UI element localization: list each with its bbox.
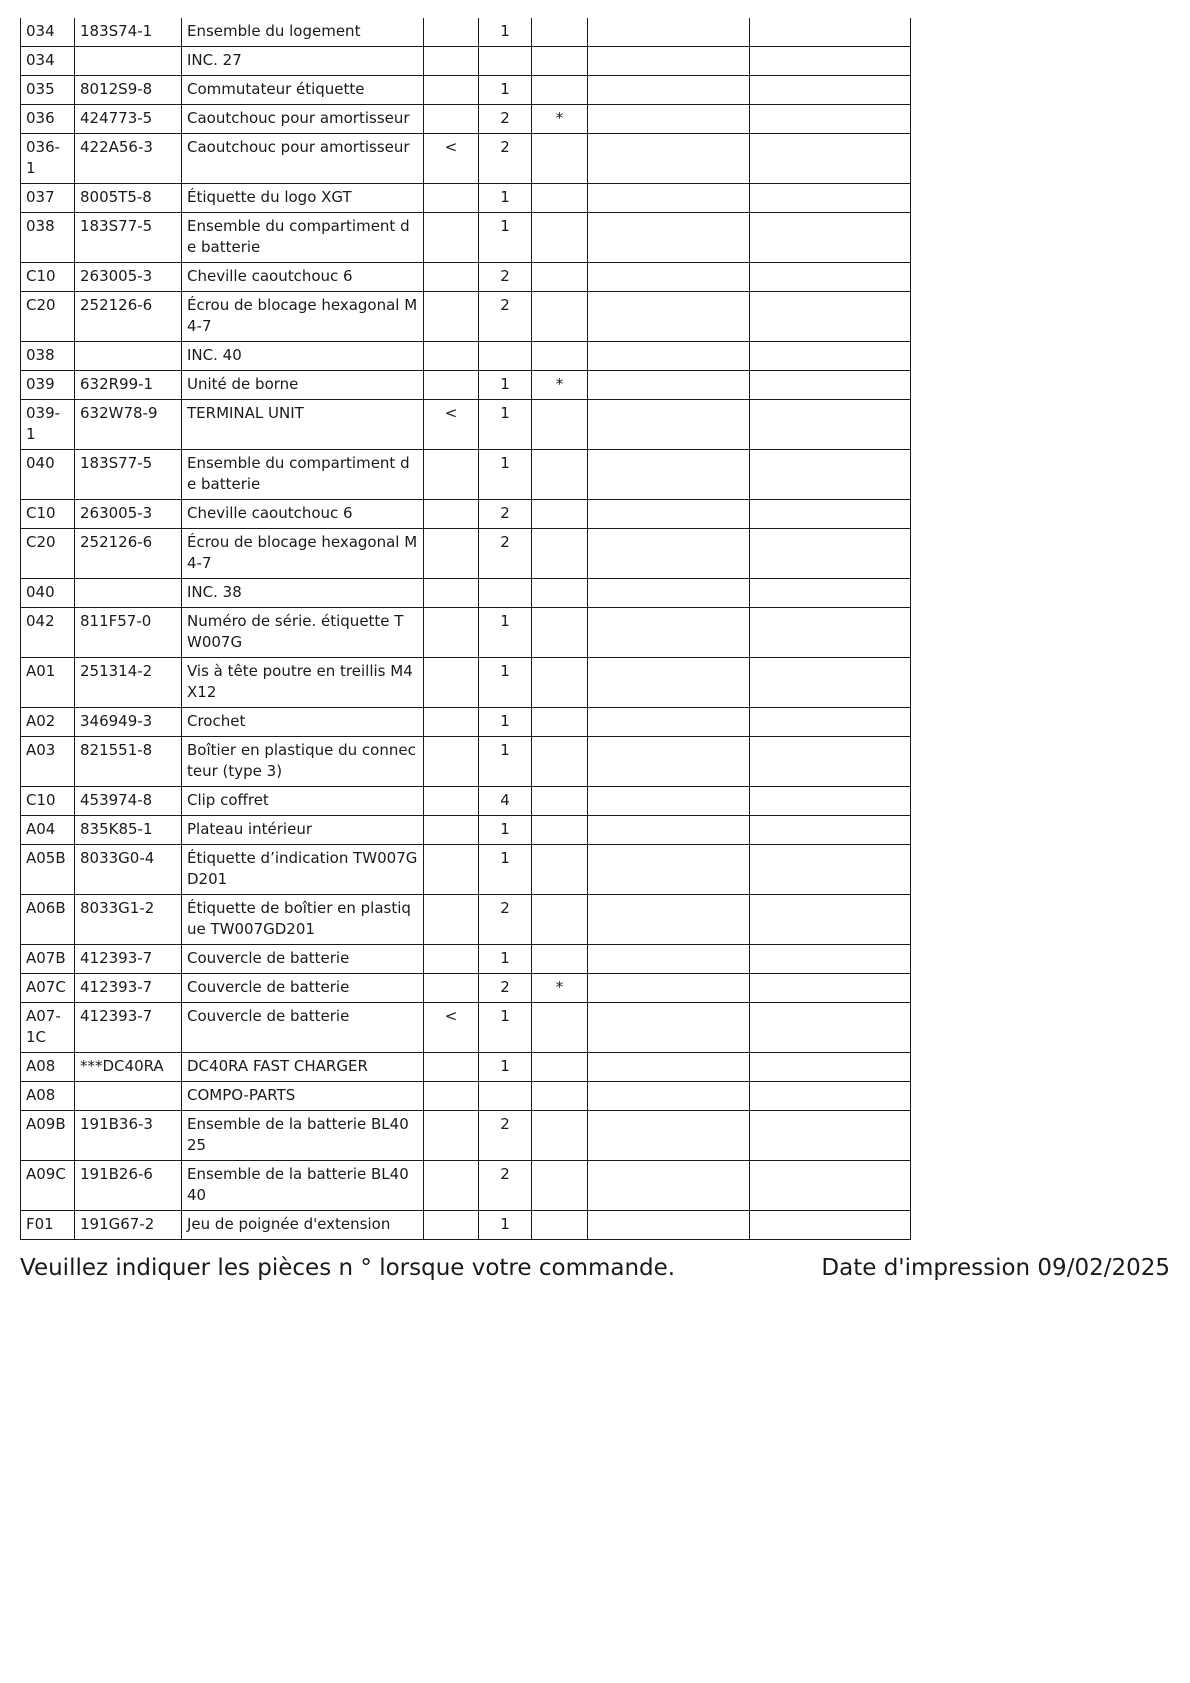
table-row [21,47,911,76]
table-row [21,400,911,450]
empty-cell [588,263,750,292]
item-number-cell: A07-1C [21,1003,75,1053]
empty-cell [588,1111,750,1161]
quantity-cell: 1 [479,945,532,974]
empty-cell [750,974,911,1003]
item-number-cell: A07C [21,974,75,1003]
item-number-cell: A05B [21,845,75,895]
note-cell [532,134,588,184]
table-row [21,184,911,213]
note-cell [532,1161,588,1211]
empty-cell [588,945,750,974]
empty-cell [750,816,911,845]
substitution-mark-cell [424,737,479,787]
part-number-cell: 412393-7 [75,1003,182,1053]
empty-cell [750,1003,911,1053]
item-number-cell: 034 [21,47,75,76]
quantity-cell: 2 [479,500,532,529]
quantity-cell: 1 [479,816,532,845]
empty-cell [750,371,911,400]
order-instruction: Veuillez indiquer les pièces n ° lorsque votre commande. [20,1255,676,1281]
table-row [21,658,911,708]
quantity-cell: 1 [479,1003,532,1053]
table-row [21,737,911,787]
part-number-cell [75,1082,182,1111]
description-cell: DC40RA FAST CHARGER [182,1053,424,1082]
substitution-mark-cell: < [424,400,479,450]
item-number-cell: A07B [21,945,75,974]
description-cell: Vis à tête poutre en treillis M4X12 [182,658,424,708]
quantity-cell: 1 [479,737,532,787]
empty-cell [588,974,750,1003]
quantity-cell: 2 [479,134,532,184]
part-number-cell: 191G67-2 [75,1211,182,1240]
empty-cell [750,76,911,105]
item-number-cell: C20 [21,529,75,579]
quantity-cell: 1 [479,18,532,47]
description-cell: Commutateur étiquette [182,76,424,105]
quantity-cell [479,579,532,608]
substitution-mark-cell [424,450,479,500]
item-number-cell: 040 [21,450,75,500]
table-row [21,263,911,292]
empty-cell [750,945,911,974]
empty-cell [750,737,911,787]
substitution-mark-cell [424,579,479,608]
substitution-mark-cell: < [424,1003,479,1053]
substitution-mark-cell [424,76,479,105]
note-cell [532,213,588,263]
substitution-mark-cell [424,816,479,845]
table-row [21,105,911,134]
item-number-cell: A03 [21,737,75,787]
item-number-cell: C10 [21,500,75,529]
description-cell: Boîtier en plastique du connecteur (type 3) [182,737,424,787]
description-cell: INC. 40 [182,342,424,371]
empty-cell [750,400,911,450]
description-cell: Crochet [182,708,424,737]
description-cell: Caoutchouc pour amortisseur [182,134,424,184]
empty-cell [588,529,750,579]
note-cell [532,816,588,845]
empty-cell [750,213,911,263]
empty-cell [750,658,911,708]
substitution-mark-cell [424,974,479,1003]
quantity-cell: 1 [479,1211,532,1240]
quantity-cell [479,342,532,371]
quantity-cell: 4 [479,787,532,816]
part-number-cell [75,47,182,76]
empty-cell [588,292,750,342]
empty-cell [750,342,911,371]
table-row [21,1082,911,1111]
description-cell: Étiquette d’indication TW007GD201 [182,845,424,895]
description-cell: Ensemble du logement [182,18,424,47]
item-number-cell: 037 [21,184,75,213]
part-number-cell [75,579,182,608]
note-cell [532,579,588,608]
empty-cell [750,529,911,579]
part-number-cell: 632R99-1 [75,371,182,400]
empty-cell [750,1082,911,1111]
substitution-mark-cell [424,184,479,213]
table-row [21,708,911,737]
table-row [21,76,911,105]
note-cell: * [532,974,588,1003]
empty-cell [588,105,750,134]
table-row [21,816,911,845]
part-number-cell: 191B26-6 [75,1161,182,1211]
quantity-cell: 2 [479,1111,532,1161]
empty-cell [750,47,911,76]
substitution-mark-cell [424,47,479,76]
description-cell: INC. 27 [182,47,424,76]
description-cell: Couvercle de batterie [182,1003,424,1053]
quantity-cell: 1 [479,608,532,658]
quantity-cell [479,1082,532,1111]
quantity-cell: 2 [479,292,532,342]
empty-cell [588,1003,750,1053]
substitution-mark-cell [424,500,479,529]
part-number-cell: 263005-3 [75,263,182,292]
note-cell [532,608,588,658]
table-row [21,1211,911,1240]
table-row [21,1003,911,1053]
empty-cell [588,47,750,76]
part-number-cell: 8005T5-8 [75,184,182,213]
empty-cell [750,263,911,292]
empty-cell [750,1053,911,1082]
description-cell: Cheville caoutchouc 6 [182,263,424,292]
item-number-cell: 035 [21,76,75,105]
substitution-mark-cell [424,1053,479,1082]
note-cell [532,18,588,47]
item-number-cell: A04 [21,816,75,845]
empty-cell [750,292,911,342]
part-number-cell: 424773-5 [75,105,182,134]
empty-cell [588,895,750,945]
note-cell [532,184,588,213]
empty-cell [750,895,911,945]
empty-cell [588,658,750,708]
empty-cell [588,737,750,787]
part-number-cell: 252126-6 [75,292,182,342]
item-number-cell: A09C [21,1161,75,1211]
quantity-cell [479,47,532,76]
part-number-cell: 412393-7 [75,974,182,1003]
empty-cell [750,608,911,658]
empty-cell [588,608,750,658]
quantity-cell: 2 [479,105,532,134]
substitution-mark-cell [424,1211,479,1240]
table-row [21,529,911,579]
empty-cell [588,708,750,737]
quantity-cell: 1 [479,658,532,708]
empty-cell [750,708,911,737]
empty-cell [588,76,750,105]
description-cell: Clip coffret [182,787,424,816]
table-row [21,579,911,608]
note-cell [532,708,588,737]
empty-cell [750,579,911,608]
empty-cell [588,787,750,816]
description-cell: Caoutchouc pour amortisseur [182,105,424,134]
substitution-mark-cell [424,1111,479,1161]
parts-table-body [21,18,911,1240]
quantity-cell: 1 [479,400,532,450]
empty-cell [588,213,750,263]
description-cell: Unité de borne [182,371,424,400]
substitution-mark-cell [424,608,479,658]
part-number-cell: 191B36-3 [75,1111,182,1161]
quantity-cell: 1 [479,76,532,105]
part-number-cell: 8033G0-4 [75,845,182,895]
item-number-cell: 039 [21,371,75,400]
description-cell: Ensemble de la batterie BL4025 [182,1111,424,1161]
substitution-mark-cell [424,1161,479,1211]
empty-cell [588,1161,750,1211]
quantity-cell: 2 [479,1161,532,1211]
substitution-mark-cell [424,708,479,737]
table-row [21,608,911,658]
item-number-cell: A02 [21,708,75,737]
note-cell [532,787,588,816]
description-cell: TERMINAL UNIT [182,400,424,450]
description-cell: Cheville caoutchouc 6 [182,500,424,529]
substitution-mark-cell [424,787,479,816]
part-number-cell: 632W78-9 [75,400,182,450]
item-number-cell: 036-1 [21,134,75,184]
part-number-cell: 263005-3 [75,500,182,529]
substitution-mark-cell [424,658,479,708]
table-row [21,974,911,1003]
table-row [21,1053,911,1082]
description-cell: INC. 38 [182,579,424,608]
empty-cell [588,184,750,213]
table-row [21,1111,911,1161]
note-cell [532,845,588,895]
substitution-mark-cell [424,371,479,400]
table-row [21,342,911,371]
empty-cell [588,342,750,371]
empty-cell [750,1211,911,1240]
empty-cell [750,1111,911,1161]
part-number-cell: 183S77-5 [75,450,182,500]
description-cell: Plateau intérieur [182,816,424,845]
substitution-mark-cell [424,213,479,263]
description-cell: Étiquette de boîtier en plastique TW007GD201 [182,895,424,945]
note-cell [532,658,588,708]
empty-cell [588,1053,750,1082]
empty-cell [588,845,750,895]
note-cell [532,945,588,974]
table-row [21,134,911,184]
substitution-mark-cell [424,895,479,945]
empty-cell [750,1161,911,1211]
item-number-cell: A09B [21,1111,75,1161]
part-number-cell: 412393-7 [75,945,182,974]
empty-cell [588,579,750,608]
substitution-mark-cell [424,292,479,342]
note-cell: * [532,105,588,134]
empty-cell [750,105,911,134]
part-number-cell: 453974-8 [75,787,182,816]
note-cell [532,1003,588,1053]
quantity-cell: 2 [479,895,532,945]
part-number-cell: 835K85-1 [75,816,182,845]
item-number-cell: 034 [21,18,75,47]
quantity-cell: 1 [479,845,532,895]
part-number-cell: 821551-8 [75,737,182,787]
substitution-mark-cell [424,18,479,47]
quantity-cell: 1 [479,708,532,737]
table-row [21,371,911,400]
empty-cell [588,1211,750,1240]
note-cell [532,76,588,105]
item-number-cell: C10 [21,263,75,292]
description-cell: Numéro de série. étiquette TW007G [182,608,424,658]
table-row [21,292,911,342]
part-number-cell: 183S74-1 [75,18,182,47]
empty-cell [588,1082,750,1111]
part-number-cell: 252126-6 [75,529,182,579]
empty-cell [588,450,750,500]
item-number-cell: A01 [21,658,75,708]
part-number-cell: 183S77-5 [75,213,182,263]
substitution-mark-cell: < [424,134,479,184]
table-row [21,18,911,47]
empty-cell [750,845,911,895]
part-number-cell [75,342,182,371]
item-number-cell: C20 [21,292,75,342]
empty-cell [750,18,911,47]
item-number-cell: C10 [21,787,75,816]
quantity-cell: 1 [479,1053,532,1082]
item-number-cell: A08 [21,1082,75,1111]
empty-cell [588,18,750,47]
note-cell [532,1211,588,1240]
table-row [21,787,911,816]
print-date: Date d'impression 09/02/2025 [821,1255,1170,1281]
item-number-cell: A06B [21,895,75,945]
item-number-cell: 039-1 [21,400,75,450]
table-row [21,845,911,895]
empty-cell [588,816,750,845]
table-row [21,1161,911,1211]
empty-cell [588,400,750,450]
table-row [21,500,911,529]
note-cell [532,47,588,76]
item-number-cell: 040 [21,579,75,608]
substitution-mark-cell [424,529,479,579]
description-cell: Jeu de poignée d'extension [182,1211,424,1240]
note-cell: * [532,371,588,400]
quantity-cell: 2 [479,263,532,292]
note-cell [532,500,588,529]
empty-cell [588,371,750,400]
description-cell: Couvercle de batterie [182,974,424,1003]
table-row [21,450,911,500]
empty-cell [588,134,750,184]
note-cell [532,1082,588,1111]
table-row [21,945,911,974]
substitution-mark-cell [424,845,479,895]
part-number-cell: 422A56-3 [75,134,182,184]
note-cell [532,450,588,500]
quantity-cell: 1 [479,184,532,213]
empty-cell [750,787,911,816]
item-number-cell: A08 [21,1053,75,1082]
substitution-mark-cell [424,945,479,974]
substitution-mark-cell [424,1082,479,1111]
empty-cell [750,184,911,213]
substitution-mark-cell [424,105,479,134]
part-number-cell: 8033G1-2 [75,895,182,945]
note-cell [532,529,588,579]
part-number-cell: ***DC40RA [75,1053,182,1082]
item-number-cell: 038 [21,213,75,263]
description-cell: Ensemble du compartiment de batterie [182,213,424,263]
quantity-cell: 1 [479,213,532,263]
description-cell: Couvercle de batterie [182,945,424,974]
empty-cell [750,134,911,184]
description-cell: Étiquette du logo XGT [182,184,424,213]
part-number-cell: 346949-3 [75,708,182,737]
part-number-cell: 251314-2 [75,658,182,708]
description-cell: Écrou de blocage hexagonal M4-7 [182,529,424,579]
note-cell [532,895,588,945]
part-number-cell: 811F57-0 [75,608,182,658]
description-cell: COMPO-PARTS [182,1082,424,1111]
item-number-cell: 038 [21,342,75,371]
substitution-mark-cell [424,263,479,292]
note-cell [532,1053,588,1082]
note-cell [532,737,588,787]
quantity-cell: 1 [479,450,532,500]
part-number-cell: 8012S9-8 [75,76,182,105]
item-number-cell: F01 [21,1211,75,1240]
empty-cell [750,500,911,529]
note-cell [532,342,588,371]
quantity-cell: 1 [479,371,532,400]
item-number-cell: 036 [21,105,75,134]
note-cell [532,263,588,292]
item-number-cell: 042 [21,608,75,658]
quantity-cell: 2 [479,529,532,579]
description-cell: Ensemble du compartiment de batterie [182,450,424,500]
note-cell [532,400,588,450]
empty-cell [750,450,911,500]
table-row [21,895,911,945]
substitution-mark-cell [424,342,479,371]
note-cell [532,1111,588,1161]
empty-cell [588,500,750,529]
description-cell: Ensemble de la batterie BL4040 [182,1161,424,1211]
quantity-cell: 2 [479,974,532,1003]
parts-table [20,18,911,1240]
description-cell: Écrou de blocage hexagonal M4-7 [182,292,424,342]
note-cell [532,292,588,342]
table-row [21,213,911,263]
